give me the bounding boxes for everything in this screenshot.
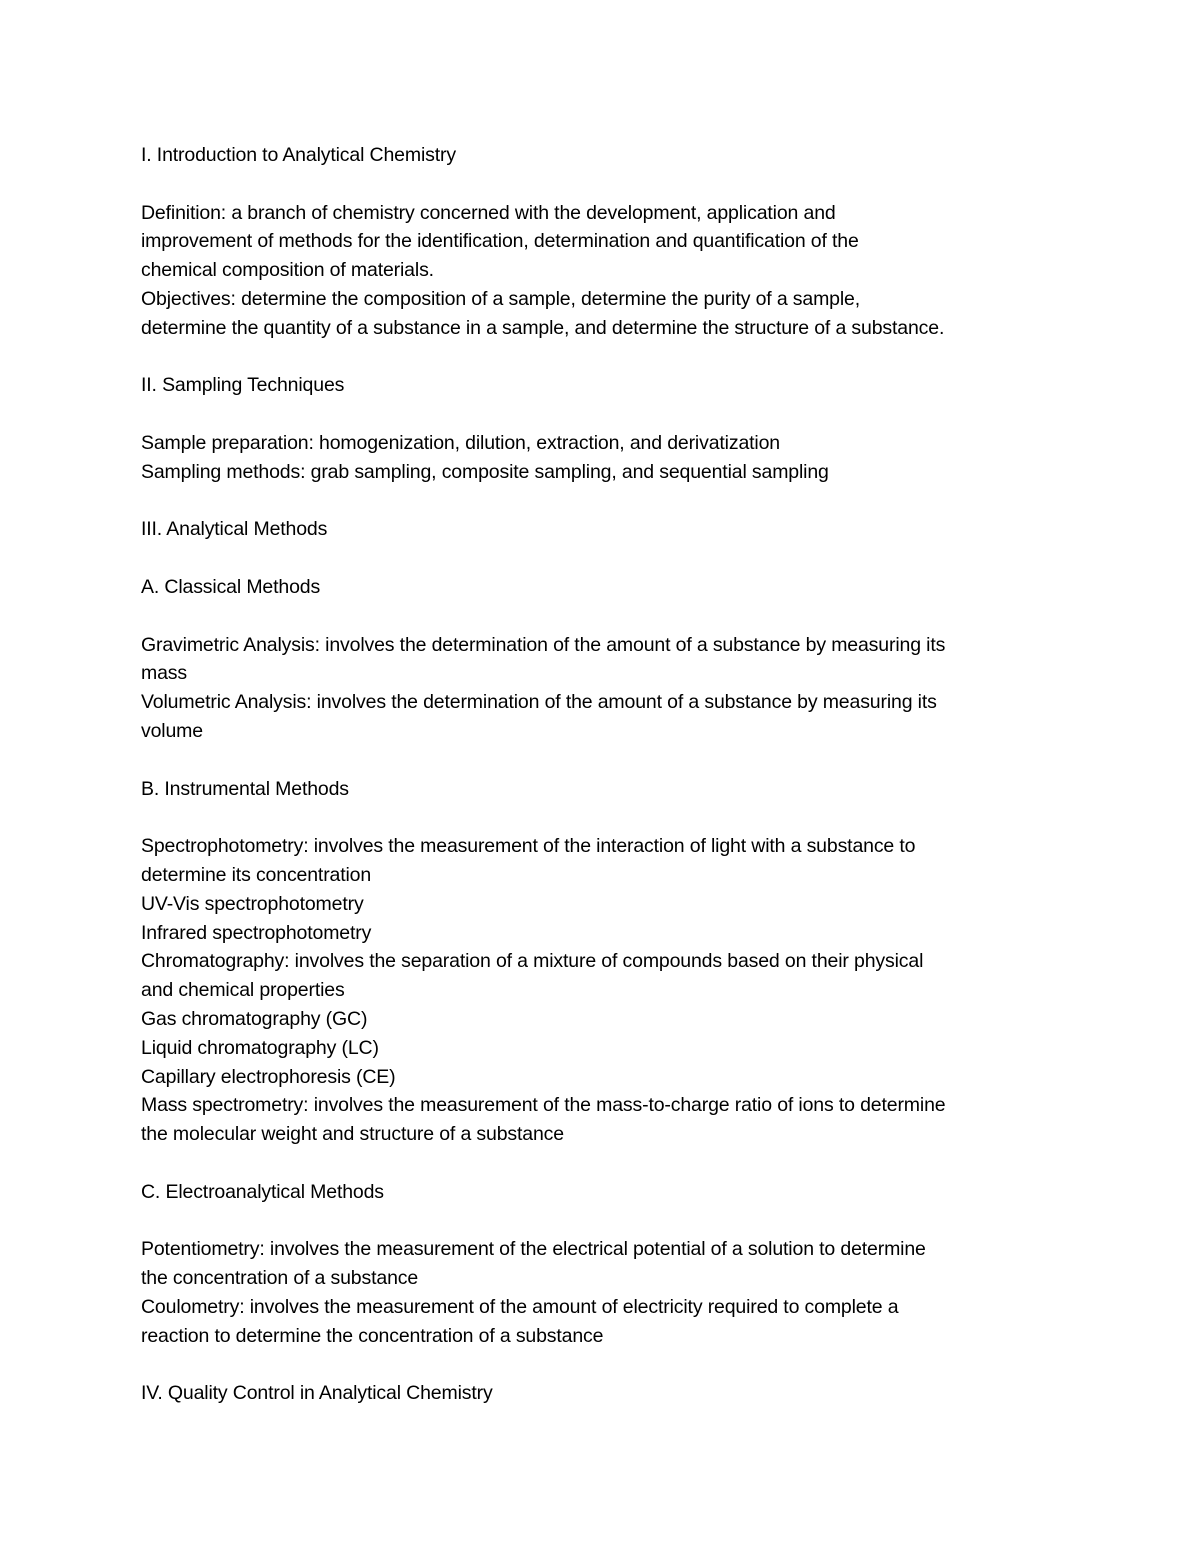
volumetric-line: Volumetric Analysis: involves the determination of the amount of a substance by measuring its [141, 691, 937, 714]
spacer [141, 602, 1066, 631]
potentiometry-line: Potentiometry: involves the measurement of the electrical potential of a solution to determine [141, 1238, 926, 1261]
objectives-line: Objectives: determine the composition of a sample, determine the purity of a sample, [141, 287, 861, 310]
infrared-line: Infrared spectrophotometry [141, 921, 372, 944]
definition-line: chemical composition of materials. [141, 259, 434, 282]
potentiometry-line: the concentration of a substance [141, 1267, 419, 1290]
chromatography-line: and chemical properties [141, 979, 345, 1002]
document-page [141, 141, 1066, 1408]
subsection-heading-electro: C. Electroanalytical Methods [141, 1180, 384, 1203]
gravimetric-line: mass [141, 662, 187, 685]
mass-spectrometry-line: the molecular weight and structure of a substance [141, 1123, 564, 1146]
mass-spectrometry-line: Mass spectrometry: involves the measurement of the mass-to-charge ratio of ions to determine [141, 1094, 946, 1117]
gravimetric-line: Gravimetric Analysis: involves the determination of the amount of a substance by measuring its [141, 633, 946, 656]
subsection-heading-classical: A. Classical Methods [141, 575, 321, 598]
spacer [141, 343, 1066, 372]
section-heading-quality: IV. Quality Control in Analytical Chemistry [141, 1382, 493, 1405]
objectives-line: determine the quantity of a substance in a sample, and determine the structure of a substance. [141, 316, 945, 339]
section-heading-sampling: II. Sampling Techniques [141, 374, 345, 397]
coulometry-line: Coulometry: involves the measurement of the amount of electricity required to complete a [141, 1295, 899, 1318]
spacer [141, 544, 1066, 573]
chromatography-line: Chromatography: involves the separation of a mixture of compounds based on their physical [141, 950, 924, 973]
coulometry-line: reaction to determine the concentration of a substance [141, 1324, 604, 1347]
spectrophotometry-line: Spectrophotometry: involves the measurement of the interaction of light with a substance to [141, 835, 916, 858]
spacer [141, 1149, 1066, 1178]
spacer [141, 170, 1066, 199]
definition-line: improvement of methods for the identification, determination and quantification of the [141, 230, 859, 253]
spacer [141, 487, 1066, 516]
spacer [141, 400, 1066, 429]
spacer [141, 1350, 1066, 1379]
spectrophotometry-line: determine its concentration [141, 863, 372, 886]
sampling-methods-line: Sampling methods: grab sampling, composite sampling, and sequential sampling [141, 460, 829, 483]
section-heading-intro: I. Introduction to Analytical Chemistry [141, 144, 456, 166]
ce-line: Capillary electrophoresis (CE) [141, 1065, 396, 1088]
spacer [141, 1206, 1066, 1235]
spacer [141, 746, 1066, 775]
sample-preparation-line: Sample preparation: homogenization, dilution, extraction, and derivatization [141, 431, 780, 454]
spacer [141, 803, 1066, 832]
subsection-heading-instrumental: B. Instrumental Methods [141, 777, 349, 800]
lc-line: Liquid chromatography (LC) [141, 1036, 379, 1059]
volumetric-line: volume [141, 719, 203, 742]
uvvis-line: UV-Vis spectrophotometry [141, 892, 364, 915]
gc-line: Gas chromatography (GC) [141, 1007, 368, 1030]
definition-line: Definition: a branch of chemistry concerned with the development, application and [141, 201, 836, 224]
section-heading-methods: III. Analytical Methods [141, 518, 328, 541]
